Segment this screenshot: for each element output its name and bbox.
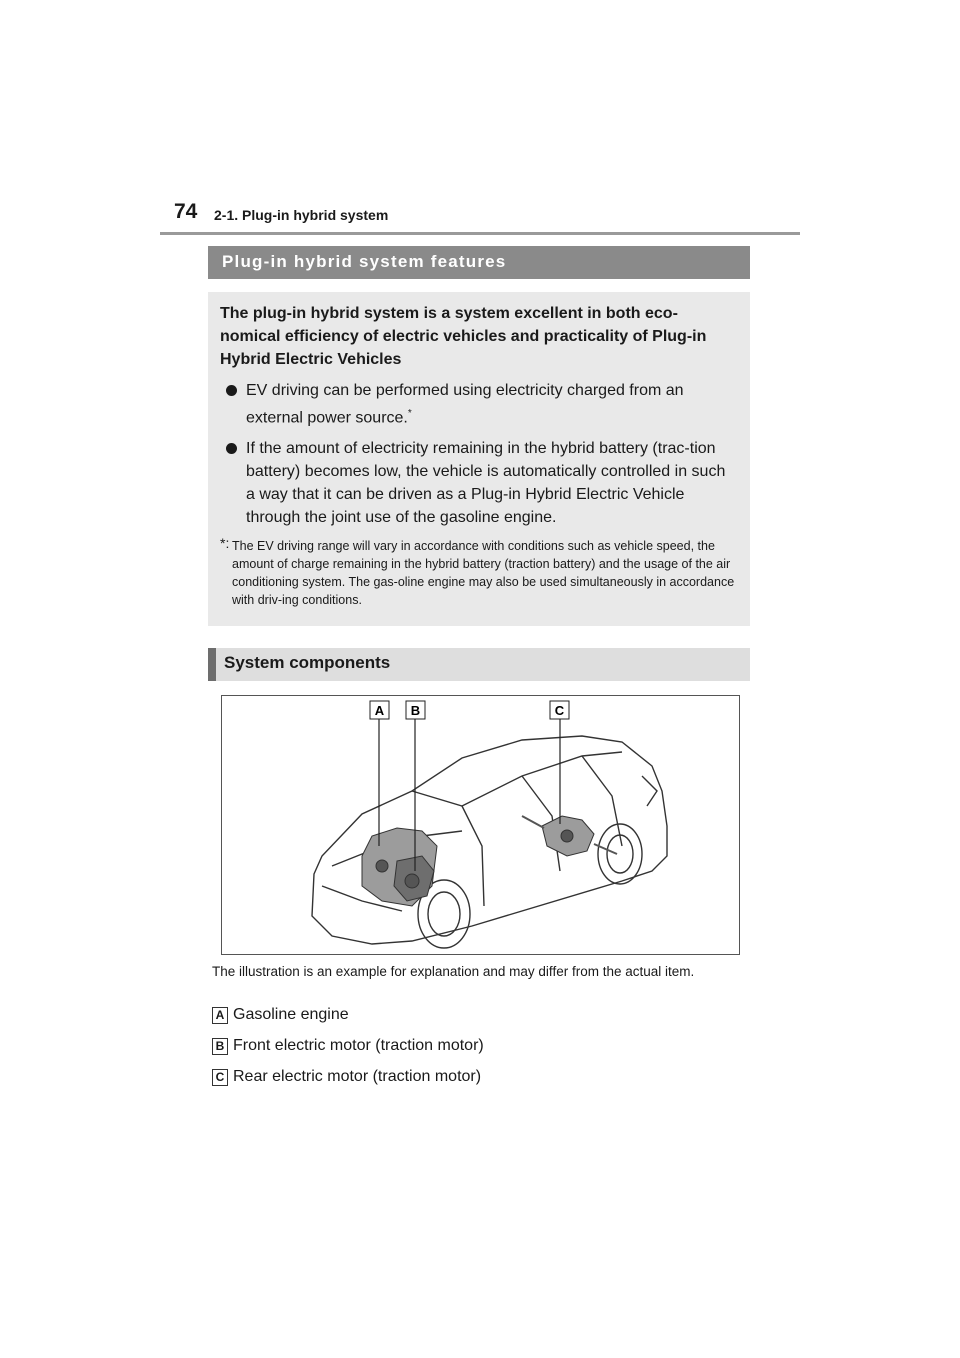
figure-label-boxes [370, 701, 569, 719]
legend-label-c: Rear electric motor (traction motor) [233, 1068, 482, 1085]
front-powertrain [362, 828, 437, 906]
feature-bullet-text: EV driving can be performed using electricity charged from an external power source. [246, 382, 684, 427]
features-intro: The plug-in hybrid system is a system excellent in both eco-nomical efficiency of electric vehicles and practicality of Plug-in Hybrid Electric Vehicles [220, 305, 707, 368]
car-outline [312, 736, 667, 948]
legend-key-a: A [212, 1007, 228, 1024]
components-heading: System components [208, 648, 750, 681]
legend-label-a: Gasoline engine [233, 1006, 349, 1023]
features-box [208, 292, 750, 626]
bullet-dot-icon [226, 385, 237, 396]
legend-label-b: Front electric motor (traction motor) [233, 1037, 484, 1054]
feature-bullet-ev [220, 379, 738, 429]
figure-caption: The illustration is an example for explanation and may differ from the actual item. [212, 964, 695, 979]
page-number: 74 [174, 200, 198, 223]
footnote-text: The EV driving range will vary in accordance with conditions such as vehicle speed, the amount of charge remaining in the hybrid battery (traction battery) and the usage of the air conditioning system. The gas-oline engine may also be used simultaneously in accordance with driv-ing conditions. [232, 539, 735, 608]
features-heading: Plug-in hybrid system features [208, 246, 750, 279]
feature-bullet-text: If the amount of electricity remaining in the hybrid battery (trac-tion battery) becomes low, the vehicle is automatically controlled in such a way that it can be driven as a Plug-in Hybrid Electric Vehicle through the joint use of the gasoline engine. [246, 440, 726, 527]
figure-label-a: A [374, 703, 385, 718]
footnote [220, 537, 738, 609]
figure-label-c: C [554, 703, 565, 718]
section-reference: 2-1. Plug-in hybrid system [214, 207, 389, 223]
footnote-mark: *: [220, 535, 230, 552]
legend-key-c: C [212, 1069, 228, 1086]
vehicle-illustration [221, 695, 740, 955]
vehicle-drawing [222, 696, 739, 954]
figure-label-b: B [410, 703, 421, 718]
feature-bullet-battery [220, 437, 738, 529]
legend-key-b: B [212, 1038, 228, 1055]
footnote-asterisk: * [407, 408, 412, 419]
bullet-dot-icon [226, 443, 237, 454]
header-rule [160, 232, 800, 235]
